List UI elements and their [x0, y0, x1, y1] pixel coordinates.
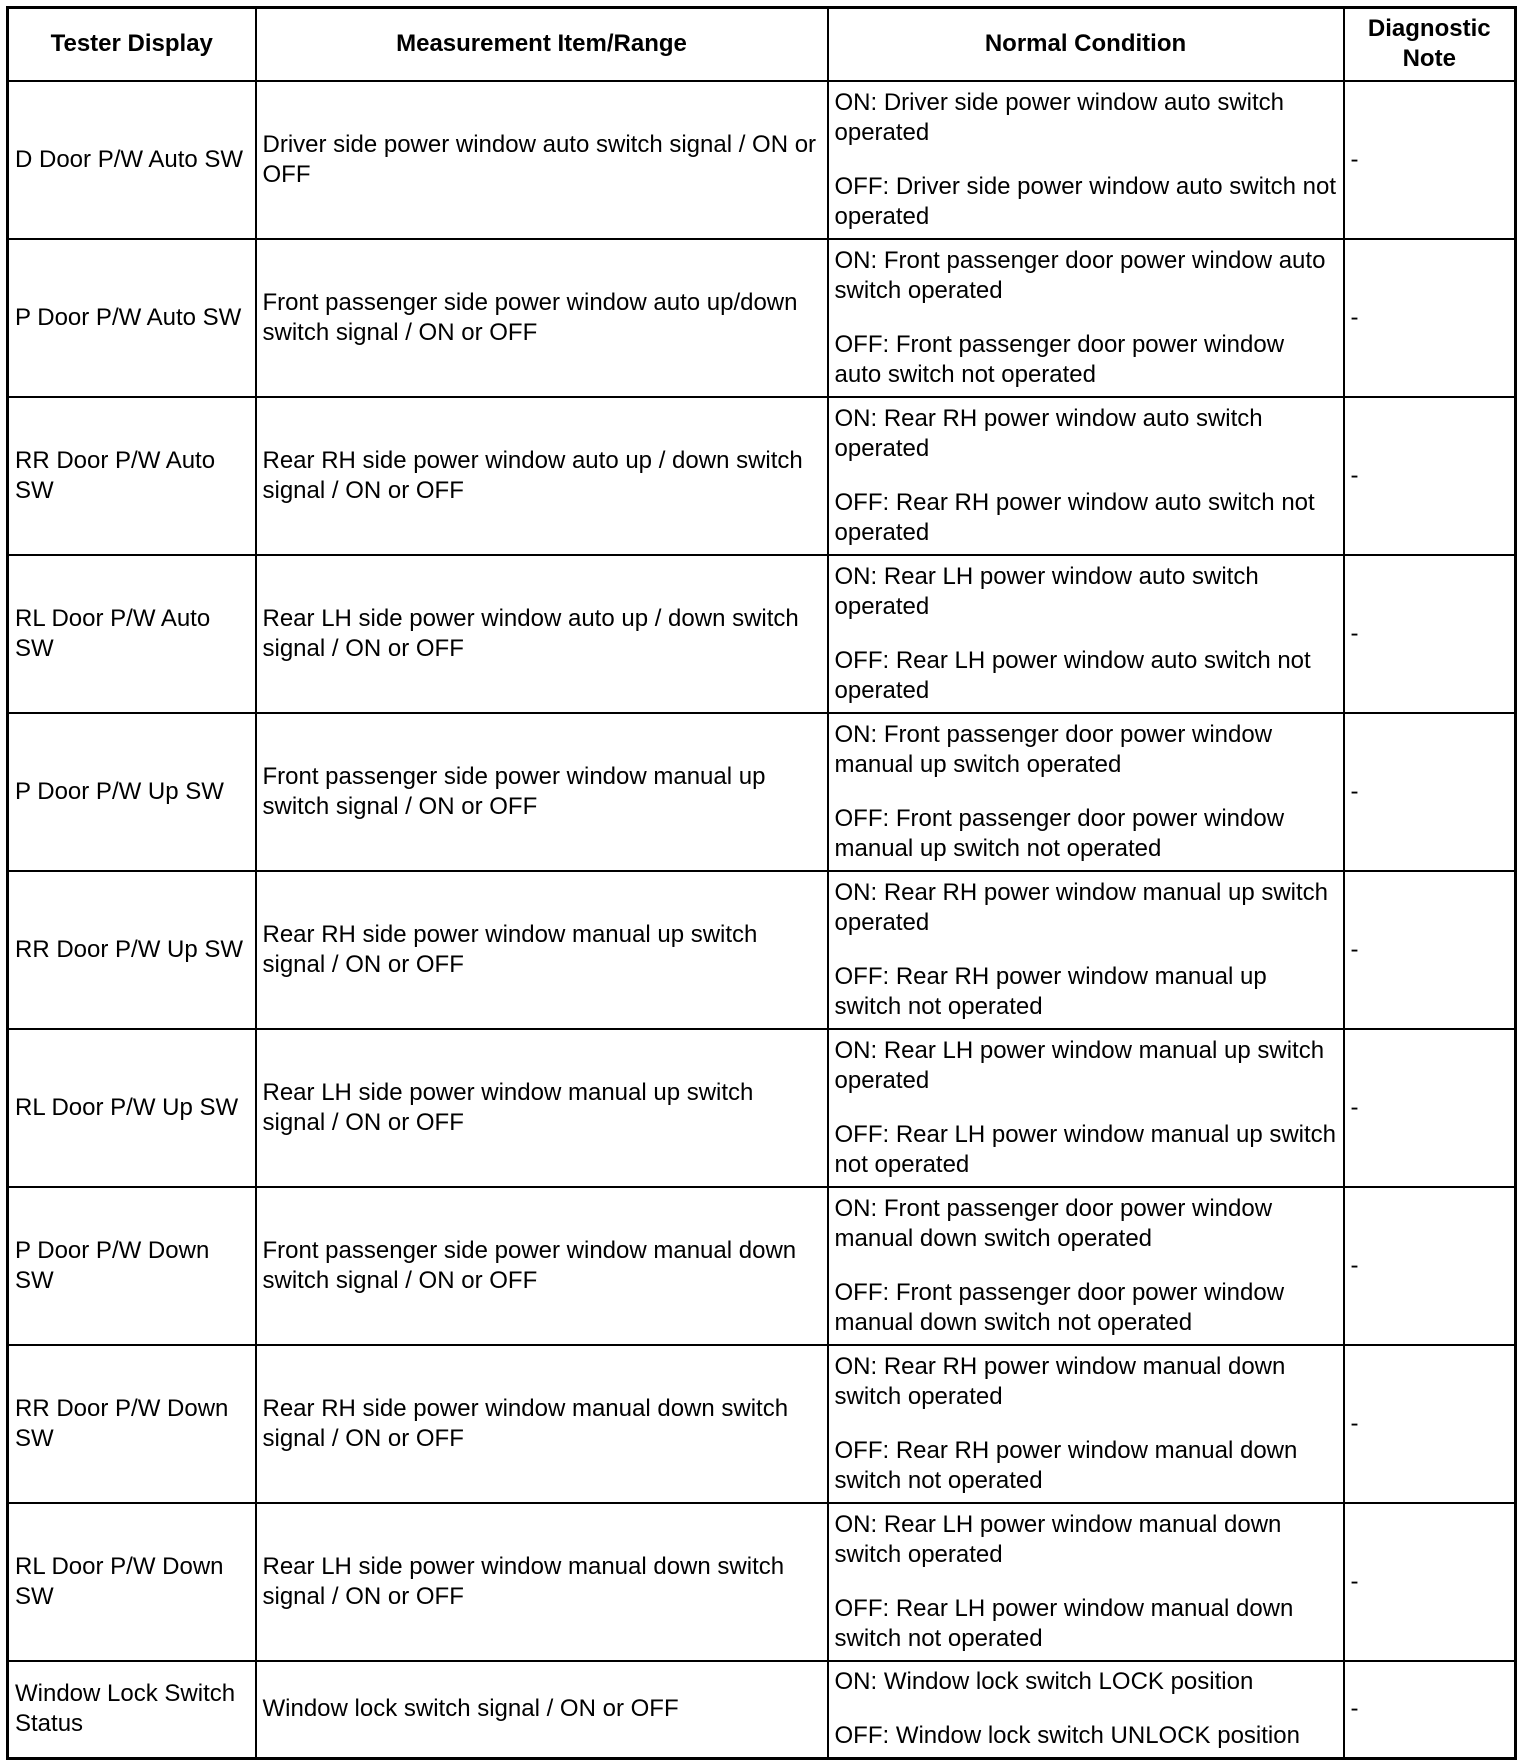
cell-diagnostic-note: -: [1344, 871, 1516, 1029]
cell-tester-display: P Door P/W Auto SW: [8, 239, 256, 397]
condition-off-text: OFF: Front passenger door power window manual down switch not operated: [834, 1278, 1285, 1336]
cell-measurement: Rear RH side power window manual up switch signal / ON or OFF: [256, 871, 828, 1029]
cell-normal-condition: [828, 1661, 1344, 1759]
data-table: [6, 6, 1517, 1760]
cell-normal-condition: [828, 1187, 1344, 1345]
cell-tester-display: Window Lock Switch Status: [8, 1661, 256, 1759]
cell-tester-display: D Door P/W Auto SW: [8, 81, 256, 239]
cell-diagnostic-note: -: [1344, 713, 1516, 871]
condition-on-text: ON: Window lock switch LOCK position: [834, 1668, 1254, 1696]
cell-measurement: Rear RH side power window manual down switch signal / ON or OFF: [256, 1345, 828, 1503]
table-row: [8, 555, 1516, 713]
cell-measurement: Rear RH side power window auto up / down switch signal / ON or OFF: [256, 397, 828, 555]
cell-diagnostic-note: -: [1344, 81, 1516, 239]
condition-off-text: OFF: Rear LH power window manual down switch not operated: [834, 1594, 1294, 1652]
header-diagnostic-note: Diagnostic Note: [1344, 8, 1516, 81]
cell-normal-condition: [828, 239, 1344, 397]
cell-tester-display: P Door P/W Down SW: [8, 1187, 256, 1345]
condition-off-text: OFF: Front passenger door power window manual up switch not operated: [834, 804, 1285, 862]
condition-on-text: ON: Rear LH power window manual up switch operated: [834, 1036, 1325, 1094]
cell-tester-display: RR Door P/W Auto SW: [8, 397, 256, 555]
condition-off-text: OFF: Window lock switch UNLOCK position: [834, 1722, 1300, 1750]
cell-normal-condition: [828, 1029, 1344, 1187]
condition-on-text: ON: Front passenger door power window manual down switch operated: [834, 1194, 1273, 1252]
condition-on-text: ON: Driver side power window auto switch operated: [834, 88, 1284, 146]
table-row: [8, 1029, 1516, 1187]
table-row: [8, 239, 1516, 397]
cell-measurement: Front passenger side power window manual up switch signal / ON or OFF: [256, 713, 828, 871]
table-body: [8, 81, 1516, 1759]
cell-normal-condition: [828, 397, 1344, 555]
cell-tester-display: RL Door P/W Auto SW: [8, 555, 256, 713]
cell-measurement: Driver side power window auto switch signal / ON or OFF: [256, 81, 828, 239]
cell-diagnostic-note: -: [1344, 1187, 1516, 1345]
condition-on-text: ON: Front passenger door power window manual up switch operated: [834, 720, 1273, 778]
table-row: [8, 81, 1516, 239]
condition-on-text: ON: Rear LH power window auto switch operated: [834, 562, 1259, 620]
cell-tester-display: P Door P/W Up SW: [8, 713, 256, 871]
condition-off-text: OFF: Rear RH power window auto switch not operated: [834, 488, 1315, 546]
condition-off-text: OFF: Driver side power window auto switch not operated: [834, 172, 1337, 230]
cell-diagnostic-note: -: [1344, 1661, 1516, 1759]
condition-off-text: OFF: Rear RH power window manual up switch not operated: [834, 962, 1267, 1020]
cell-diagnostic-note: -: [1344, 1029, 1516, 1187]
cell-tester-display: RL Door P/W Down SW: [8, 1503, 256, 1661]
cell-measurement: Window lock switch signal / ON or OFF: [256, 1661, 828, 1759]
table-row: [8, 871, 1516, 1029]
cell-diagnostic-note: -: [1344, 1503, 1516, 1661]
condition-on-text: ON: Rear LH power window manual down switch operated: [834, 1510, 1282, 1568]
cell-normal-condition: [828, 1503, 1344, 1661]
condition-off-text: OFF: Rear RH power window manual down switch not operated: [834, 1436, 1298, 1494]
table-row: [8, 1187, 1516, 1345]
cell-measurement: Rear LH side power window auto up / down switch signal / ON or OFF: [256, 555, 828, 713]
cell-measurement: Rear LH side power window manual down switch signal / ON or OFF: [256, 1503, 828, 1661]
cell-tester-display: RR Door P/W Down SW: [8, 1345, 256, 1503]
table-row: [8, 1345, 1516, 1503]
header-tester-display: Tester Display: [8, 8, 256, 81]
header-row: [8, 8, 1516, 81]
cell-diagnostic-note: -: [1344, 239, 1516, 397]
cell-measurement: Front passenger side power window manual down switch signal / ON or OFF: [256, 1187, 828, 1345]
condition-on-text: ON: Rear RH power window auto switch operated: [834, 404, 1263, 462]
cell-normal-condition: [828, 81, 1344, 239]
condition-on-text: ON: Rear RH power window manual down switch operated: [834, 1352, 1286, 1410]
cell-tester-display: RL Door P/W Up SW: [8, 1029, 256, 1187]
table-row: [8, 1503, 1516, 1661]
cell-normal-condition: [828, 1345, 1344, 1503]
cell-measurement: Rear LH side power window manual up switch signal / ON or OFF: [256, 1029, 828, 1187]
cell-diagnostic-note: -: [1344, 397, 1516, 555]
condition-off-text: OFF: Rear LH power window auto switch not operated: [834, 646, 1311, 704]
condition-on-text: ON: Rear RH power window manual up switch operated: [834, 878, 1329, 936]
condition-off-text: OFF: Rear LH power window manual up switch not operated: [834, 1120, 1337, 1178]
cell-normal-condition: [828, 555, 1344, 713]
cell-tester-display: RR Door P/W Up SW: [8, 871, 256, 1029]
cell-measurement: Front passenger side power window auto up/down switch signal / ON or OFF: [256, 239, 828, 397]
condition-on-text: ON: Front passenger door power window auto switch operated: [834, 246, 1326, 304]
cell-diagnostic-note: -: [1344, 555, 1516, 713]
cell-diagnostic-note: -: [1344, 1345, 1516, 1503]
table-row: [8, 1661, 1516, 1759]
condition-off-text: OFF: Front passenger door power window auto switch not operated: [834, 330, 1285, 388]
header-normal-condition: Normal Condition: [828, 8, 1344, 81]
table-row: [8, 397, 1516, 555]
cell-normal-condition: [828, 713, 1344, 871]
table-row: [8, 713, 1516, 871]
header-measurement: Measurement Item/Range: [256, 8, 828, 81]
cell-normal-condition: [828, 871, 1344, 1029]
